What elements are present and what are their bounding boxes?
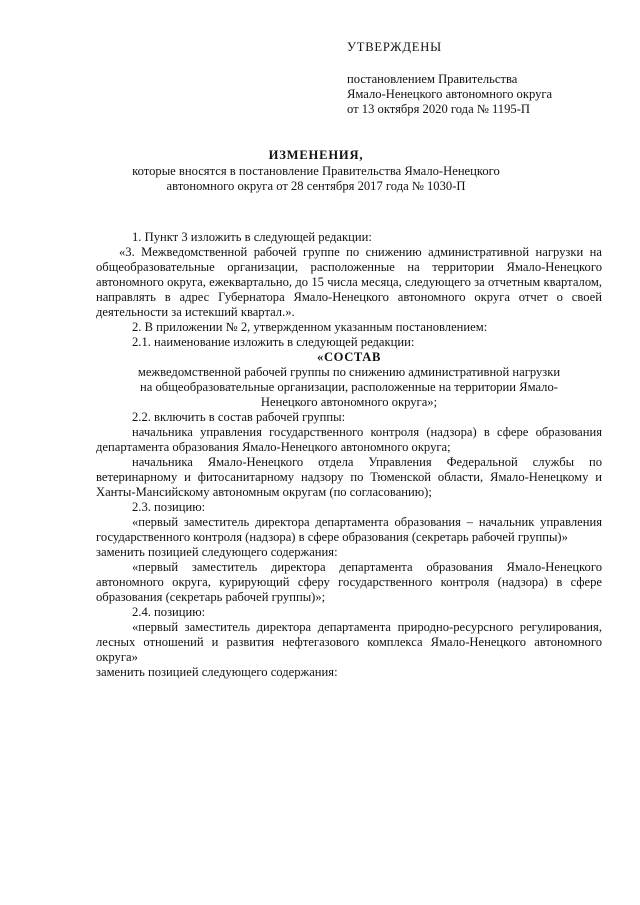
title-caps: ИЗМЕНЕНИЯ, [268,148,364,162]
paragraph-6: начальника управления государственного контроля (надзора) в сфере образования департамента образования Ямало-Ненецкого автономного округа; [96,425,602,454]
approval-line: от 13 октября 2020 года № 1195-П [347,102,530,116]
approval-heading: УТВЕРЖДЕНЫ [347,40,442,54]
paragraph-3: 2. В приложении № 2, утвержденном указанным постановлением: [132,320,488,334]
title-line: которые вносятся в постановление Правительства Ямало-Ненецкого [132,164,500,178]
sostav-heading: «СОСТАВ [317,350,381,364]
group-name-line: межведомственной рабочей группы по снижению административной нагрузки [137,365,561,379]
approval-line: Ямало-Ненецкого автономного округа [347,87,553,101]
document-body [96,230,602,680]
paragraph-5: 2.2. включить в состав рабочей группы: [132,410,346,424]
paragraph-14: заменить позицией следующего содержания: [96,665,338,679]
paragraph-8: 2.3. позицию: [132,500,206,514]
group-name-line: на общеобразовательные организации, расположенные на территории Ямало- [140,380,558,394]
paragraph-9: «первый заместитель директора департамента образования – начальник управления государственного контроля (надзора) в сфере образования (секретарь рабочей группы)» [96,515,602,544]
approval-line: постановлением Правительства [347,72,518,86]
paragraph-1: 1. Пункт 3 изложить в следующей редакции: [132,230,372,244]
title-line: автономного округа от 28 сентября 2017 года № 1030-П [166,179,466,193]
paragraph-13: «первый заместитель директора департамента природно-ресурсного регулирования, лесных отношений и развития нефтегазового комплекса Ямало-Ненецкого автономного округа» [96,620,602,664]
paragraph-4: 2.1. наименование изложить в следующей редакции: [132,335,415,349]
document-title [96,148,536,194]
paragraph-11: «первый заместитель директора департамента образования Ямало-Ненецкого автономного округа, курирующий сферу государственного контроля (надзора) в сфере образования (секретарь рабочей группы)»; [96,560,602,604]
paragraph-7: начальника Ямало-Ненецкого отдела Управления Федеральной службы по ветеринарному и фитосанитарному надзору по Тюменской области, Ямало-Ненецкому и Ханты-Мансийскому автономным округам (по согласованию); [96,455,602,499]
paragraph-12: 2.4. позицию: [132,605,206,619]
paragraph-10: заменить позицией следующего содержания: [96,545,338,559]
approval-block [347,40,627,117]
group-name-line: Ненецкого автономного округа»; [260,395,438,409]
paragraph-2: «3. Межведомственной рабочей группе по снижению административной нагрузки на общеобразовательные организации, расположенные на территории Ямало-Ненецкого автономного округа, ежеквартально, до 15 числа месяца, следующего за отчетным кварталом, направлять в адрес Губернатора Ямало-Ненецкого автономного округа отчет о своей деятельности за истекший квартал.». [96,245,602,319]
